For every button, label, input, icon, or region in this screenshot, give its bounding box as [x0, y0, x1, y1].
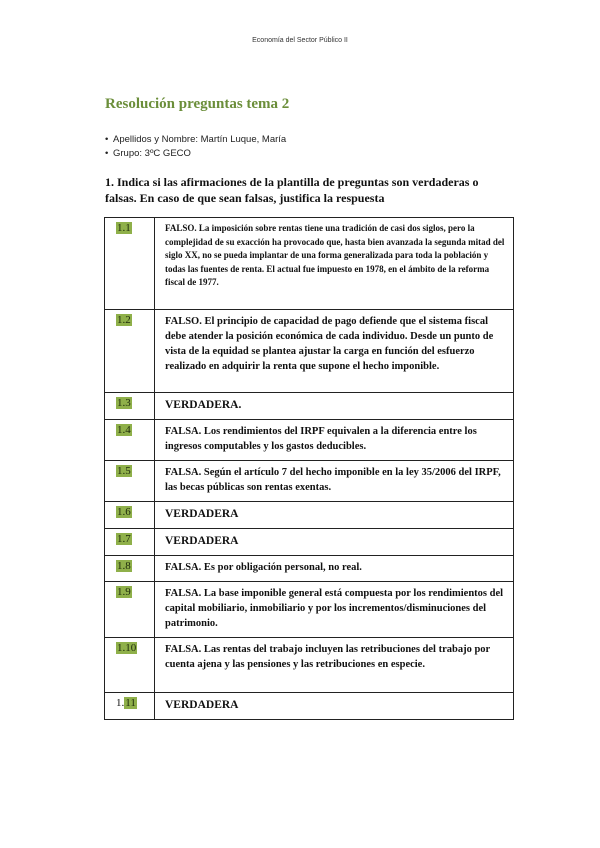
- document-title: Resolución preguntas tema 2: [105, 96, 290, 112]
- row-number: 1.10: [105, 638, 155, 693]
- row-answer: FALSO. El principio de capacidad de pago defiende que el sistema fiscal debe atender la posición económica de cada individuo. Desde un punto de vista de la equidad se plantea ajustar la carga en función del esfuerzo realizado en adquirir la renta que supone el hecho imponible.: [155, 310, 514, 393]
- question-text: 1. Indica si las afirmaciones de la plantilla de preguntas son verdaderas o falsas. En caso de que sean falsas, justifica la respuesta: [105, 175, 479, 205]
- page-header: Economía del Sector Público II: [252, 37, 348, 44]
- row-answer: FALSA. Las rentas del trabajo incluyen las retribuciones del trabajo por cuenta ajena y las pensiones y las retribuciones en especie.: [155, 638, 514, 693]
- bullet-icon: •: [105, 134, 109, 145]
- row-number: 1.11: [105, 693, 155, 720]
- table-row: [105, 638, 514, 693]
- table-row: [105, 582, 514, 638]
- row-number: 1.8: [105, 556, 155, 582]
- row-answer: VERDADERA: [155, 693, 514, 720]
- row-number: 1.1: [105, 218, 155, 310]
- table-row: [105, 461, 514, 502]
- student-name: [105, 134, 286, 145]
- bullet-icon: •: [105, 148, 109, 159]
- row-answer: VERDADERA: [155, 502, 514, 529]
- student-name-text: Apellidos y Nombre: Martín Luque, María: [113, 134, 287, 145]
- table-row: [105, 556, 514, 582]
- table-row: [105, 218, 514, 310]
- table-row: [105, 310, 514, 393]
- table-row: [105, 529, 514, 556]
- row-number: 1.6: [105, 502, 155, 529]
- row-answer: FALSO. La imposición sobre rentas tiene una tradición de casi dos siglos, pero la complejidad de su exacción ha provocado que, hasta bien avanzada la segunda mitad del siglo XX, no se pueda implantar de una forma generalizada para toda la población y todas las fuentes de renta. El actual fue impuesto en 1978, en el ámbito de la reforma fiscal de 1977.: [155, 218, 514, 310]
- row-answer: FALSA. Es por obligación personal, no real.: [155, 556, 514, 582]
- student-group-text: Grupo: 3ºC GECO: [113, 148, 191, 159]
- table-row: [105, 393, 514, 420]
- row-number: 1.7: [105, 529, 155, 556]
- row-answer: FALSA. Los rendimientos del IRPF equivalen a la diferencia entre los ingresos computables y los gastos deducibles.: [155, 420, 514, 461]
- table-row: [105, 420, 514, 461]
- row-number: 1.3: [105, 393, 155, 420]
- row-number: 1.2: [105, 310, 155, 393]
- row-number: 1.9: [105, 582, 155, 638]
- row-answer: FALSA. La base imponible general está compuesta por los rendimientos del capital mobiliario, inmobiliario y por los incrementos/disminuciones del patrimonio.: [155, 582, 514, 638]
- answers-table: [104, 217, 514, 720]
- row-number: 1.5: [105, 461, 155, 502]
- table-row: [105, 693, 514, 720]
- row-number: 1.4: [105, 420, 155, 461]
- table-row: [105, 502, 514, 529]
- row-answer: FALSA. Según el artículo 7 del hecho imponible en la ley 35/2006 del IRPF, las becas públicas son rentas exentas.: [155, 461, 514, 502]
- row-answer: VERDADERA.: [155, 393, 514, 420]
- row-answer: VERDADERA: [155, 529, 514, 556]
- student-group: [105, 148, 191, 159]
